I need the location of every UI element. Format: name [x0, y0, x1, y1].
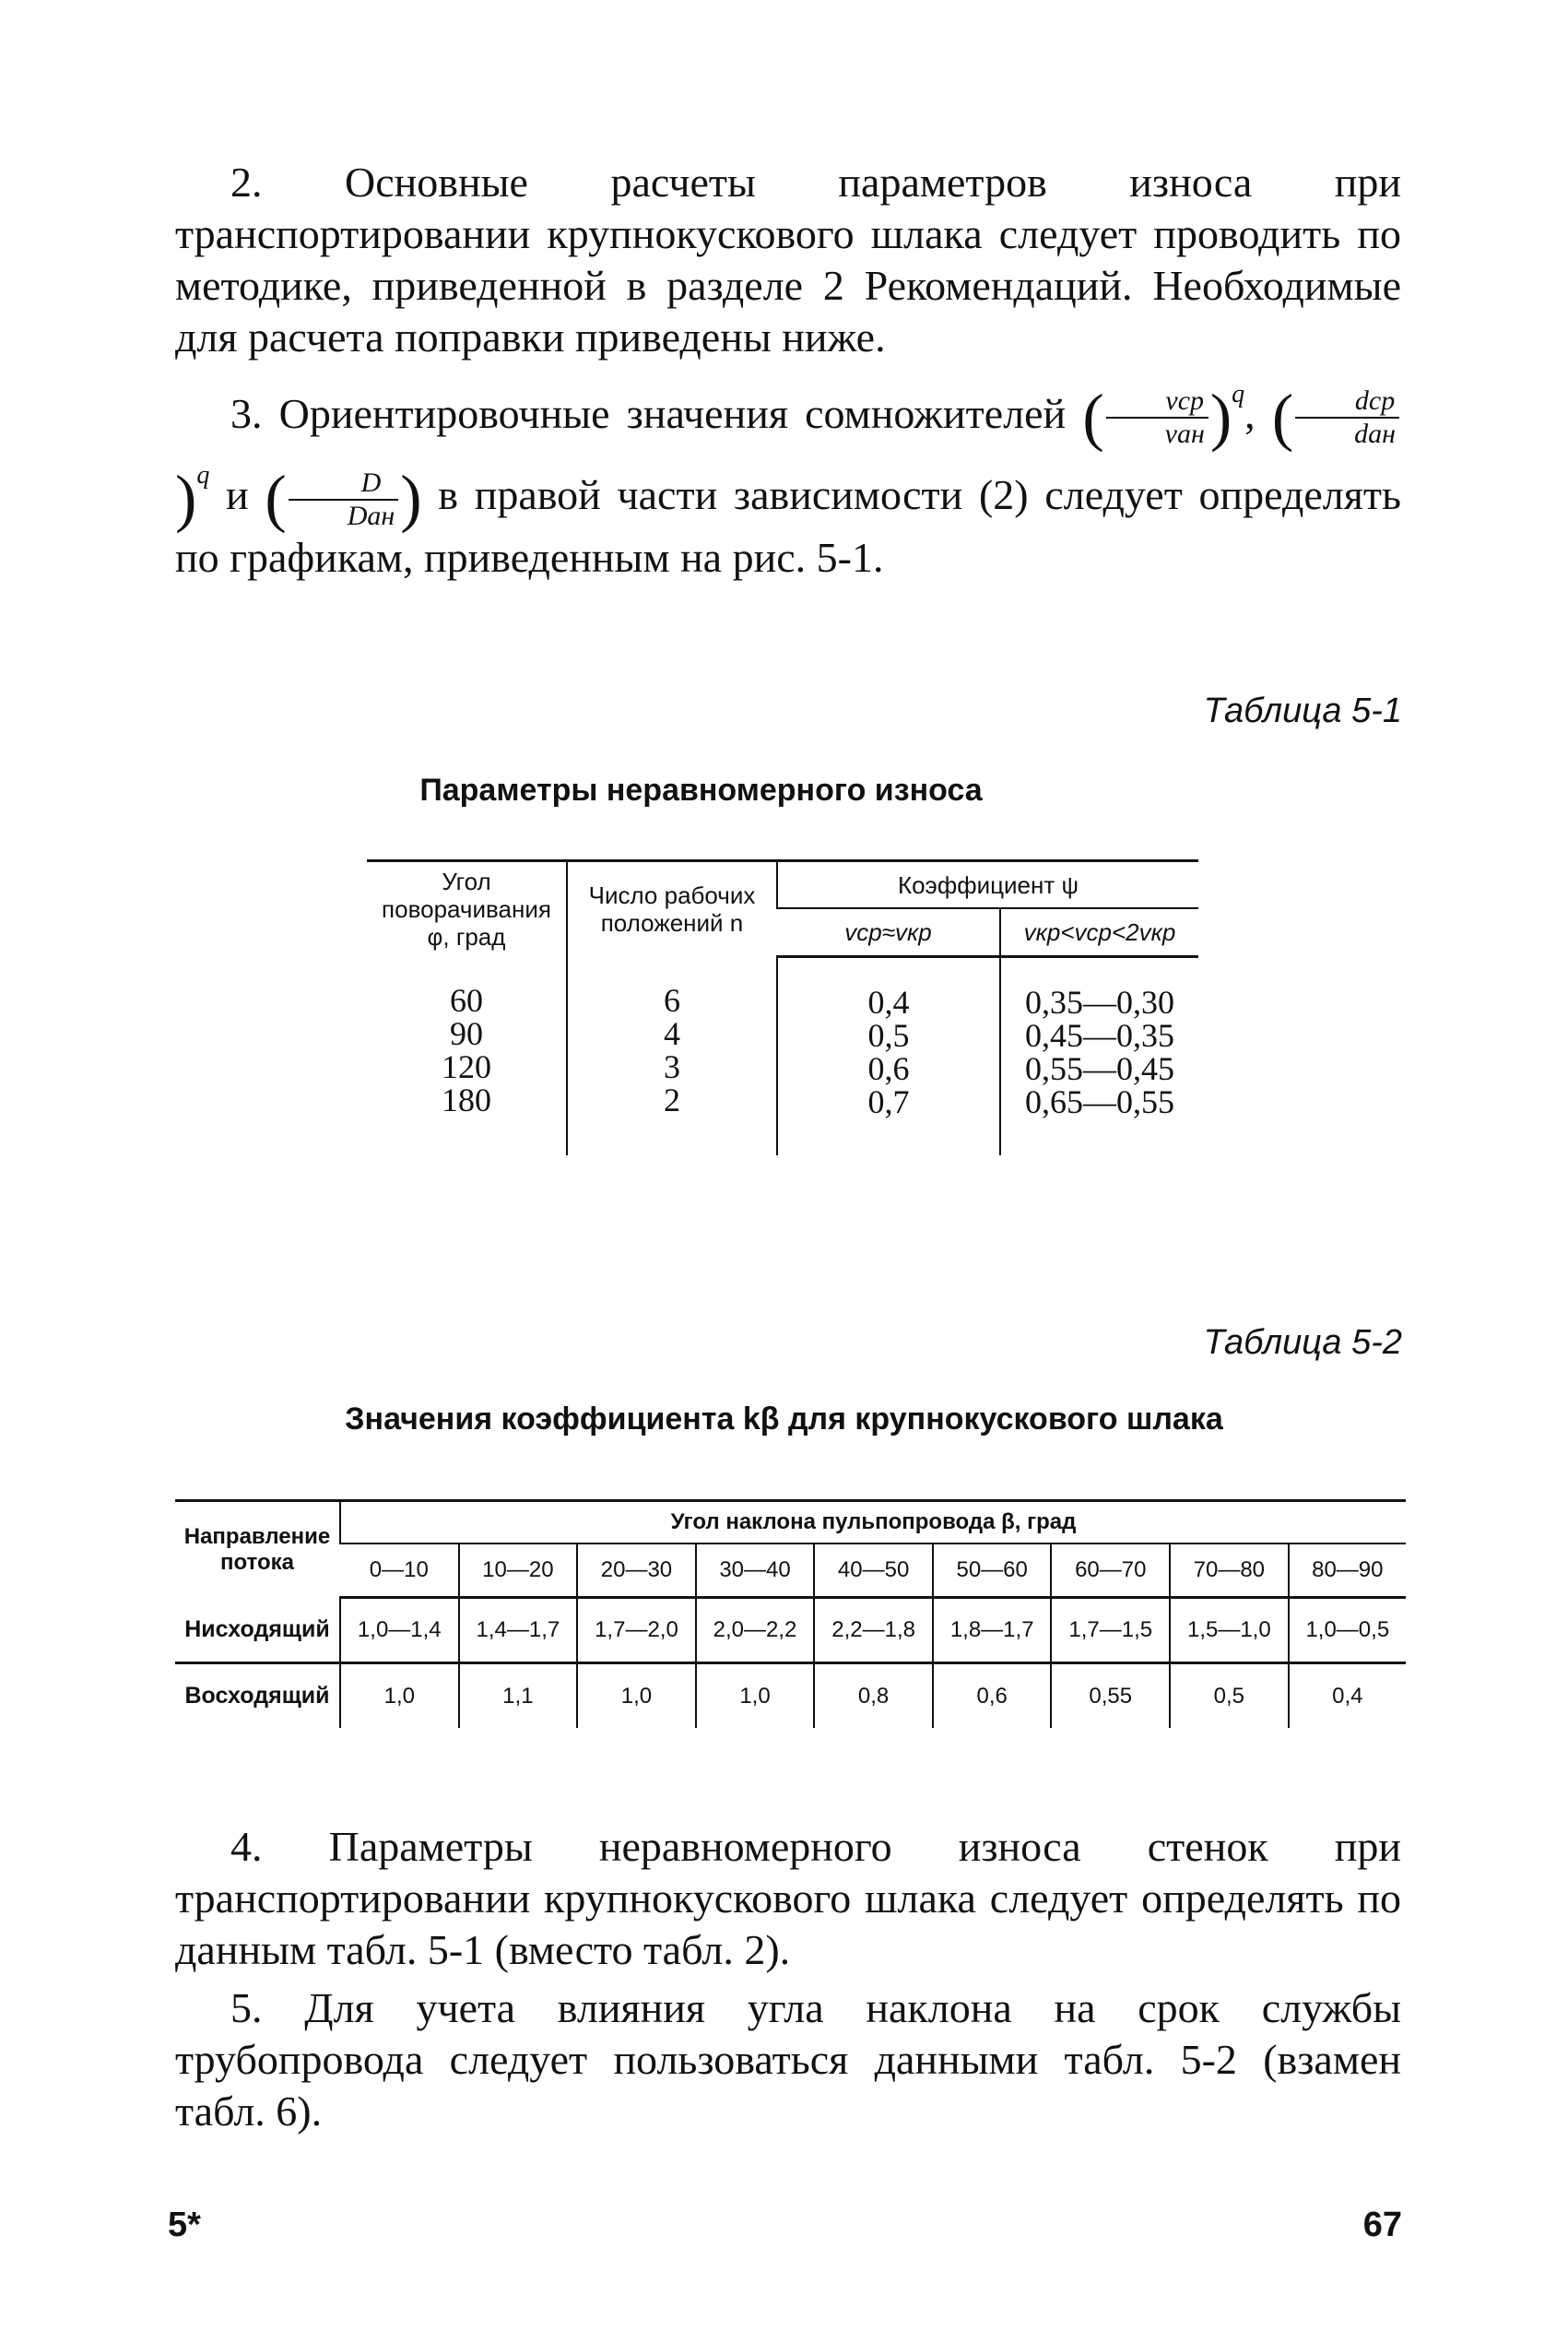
- table2-cell: 1,1: [459, 1663, 578, 1729]
- table-uneven-wear: [367, 859, 1198, 1155]
- paragraph-3-start: 3. Ориентировочные значения сомножителей: [230, 390, 1067, 437]
- paragraph-4: 4. Параметры неравномерного износа стенок при транспортировании крупнокускового шлака следует определять по данным табл. 5-1 (вместо табл. 2).: [175, 1823, 1401, 1973]
- formula-pipe-denominator: Dан: [347, 500, 395, 531]
- table1-header-angle: Угол поворачивания φ, град: [382, 868, 551, 951]
- table1-header-sub2: vкр<vср<2vкр: [1000, 908, 1198, 956]
- table2-cell: 1,4—1,7: [459, 1598, 578, 1663]
- table1-positions-column: [567, 956, 777, 1155]
- paragraph-3: 3. Ориентировочные значения сомножителей ( $\frac{\text{vср}}{\text{vан}}$ )$^q$, ( $\frac{\text{dср}}{\text{dан}}$ )$^q$ и ( $\frac{D}{\text{Dан}}$ ) в правой части зависимости (2) следует определять по графикам, приведенным на рис. 5-1.: [175, 380, 1401, 581]
- signature-mark: 5*: [168, 2206, 201, 2244]
- table1-cell: 0,65—0,55: [1025, 1082, 1174, 1120]
- table2-cell: 1,0: [577, 1663, 696, 1729]
- table2-cell: 0,5: [1170, 1663, 1289, 1729]
- table1-title: Параметры неравномерного износа: [419, 773, 983, 808]
- table2-title: Значения коэффициента kβ для крупнокускового шлака: [345, 1402, 1223, 1437]
- formula-velocity-ratio: ( $\frac{\text{vср}}{\text{vан}}$ )$^q$: [1082, 380, 1245, 454]
- formula-diameter-denominator: dан: [1354, 419, 1397, 450]
- table1-cell: 180: [442, 1082, 491, 1118]
- table1-cell: 0,6: [867, 1049, 910, 1087]
- table2-caption: Таблица 5-2: [1203, 1323, 1402, 1362]
- table1-cell: 0,4: [867, 983, 910, 1021]
- table2-cell: 1,0: [696, 1663, 815, 1729]
- table2-cell: 1,0—0,5: [1289, 1598, 1406, 1663]
- formula-diameter-ratio: ( $\frac{\text{dср}}{\text{dан}}$ )$^q$: [175, 390, 1401, 518]
- table1-cell: 0,35—0,30: [1025, 983, 1174, 1021]
- formula-exponent: q: [1232, 380, 1245, 408]
- table1-cell: 0,45—0,35: [1025, 1016, 1174, 1054]
- table2-cell: 1,0: [340, 1663, 459, 1729]
- formula-pipe-numerator: D: [289, 467, 399, 501]
- table2-cell: 1,8—1,7: [933, 1598, 1052, 1663]
- table2-header-angle: Угол наклона пульпопровода β, град: [340, 1501, 1406, 1544]
- formula-diameter-numerator: dср: [1295, 385, 1399, 419]
- table1-coef1-column: [777, 956, 1000, 1155]
- table2-row-label: Нисходящий: [175, 1598, 340, 1663]
- table2-range: 20—30: [577, 1543, 696, 1598]
- table1-cell: 120: [442, 1048, 491, 1085]
- table2-range: 40—50: [814, 1543, 933, 1598]
- paragraph-2: 2. Основные расчеты параметров износа при транспортировании крупнокускового шлака следует проводить по методике, приведенной в разделе 2 Рекомендаций. Необходимые для расчета поправки приведены ниже.: [175, 159, 1401, 361]
- table2-cell: 2,0—2,2: [696, 1598, 815, 1663]
- table-row: [175, 1663, 1406, 1729]
- paragraph-3-end: в правой части зависимости (2) следует определять по графикам, приведенным на рис. 5-1.: [175, 471, 1401, 581]
- table2-range: 30—40: [696, 1543, 815, 1598]
- table2-range: 70—80: [1170, 1543, 1289, 1598]
- table2-row-label: Восходящий: [184, 1683, 330, 1709]
- table1-header-positions: Число рабочих положений n: [567, 861, 777, 957]
- table2-cell: 1,7—2,0: [577, 1598, 696, 1663]
- table1-cell: 60: [450, 982, 483, 1019]
- formula-velocity-denominator: vан: [1164, 419, 1205, 450]
- table1-cell: 0,55—0,45: [1025, 1049, 1174, 1087]
- table1-cell: 0,7: [867, 1082, 910, 1120]
- table1-cell: 3: [664, 1048, 680, 1085]
- table1-cell: 4: [664, 1015, 680, 1052]
- table-row: [367, 956, 1198, 1155]
- table1-header-coef: Коэффициент ψ: [777, 861, 1198, 909]
- table1-cell: 6: [664, 982, 680, 1019]
- table2-cell: 0,4: [1289, 1663, 1406, 1729]
- table2-range: 0—10: [340, 1543, 459, 1598]
- table2-cell: 2,2—1,8: [814, 1598, 933, 1663]
- formula-velocity-numerator: vср: [1106, 385, 1208, 419]
- formula-pipe-ratio: ( $\frac{D}{\text{Dан}}$ ): [265, 463, 422, 535]
- table1-coef2-column: [1000, 956, 1198, 1155]
- table2-cell: 0,8: [814, 1663, 933, 1729]
- table-row: [175, 1598, 1406, 1663]
- table2-range: 60—70: [1051, 1543, 1170, 1598]
- table2-range: 50—60: [933, 1543, 1052, 1598]
- table2-cell: 1,7—1,5: [1051, 1598, 1170, 1663]
- table2-cell: 1,5—1,0: [1170, 1598, 1289, 1663]
- page-number: 67: [1362, 2206, 1402, 2244]
- table1-cell: 90: [450, 1015, 483, 1052]
- paragraph-5: 5. Для учета влияния угла наклона на срок службы трубопровода следует пользоваться данными табл. 5-2 (взамен табл. 6).: [175, 1984, 1401, 2135]
- table2-range: 10—20: [459, 1543, 578, 1598]
- table1-angle-column: [367, 956, 567, 1155]
- table2-range: 80—90: [1289, 1543, 1406, 1598]
- table1-caption: Таблица 5-1: [1203, 692, 1402, 730]
- table1-cell: 0,5: [867, 1016, 910, 1054]
- table2-cell: 0,55: [1051, 1663, 1170, 1729]
- table-kbeta: [175, 1499, 1406, 1728]
- paragraph-3-and: и: [226, 471, 249, 519]
- table2-cell: 1,0—1,4: [340, 1598, 459, 1663]
- table1-cell: 2: [664, 1082, 680, 1118]
- table2-header-direction: Направление потока: [183, 1523, 331, 1575]
- formula-exponent-2: q: [196, 461, 210, 491]
- table1-header-sub1: vср≈vкр: [777, 908, 1000, 956]
- table2-cell: 0,6: [933, 1663, 1052, 1729]
